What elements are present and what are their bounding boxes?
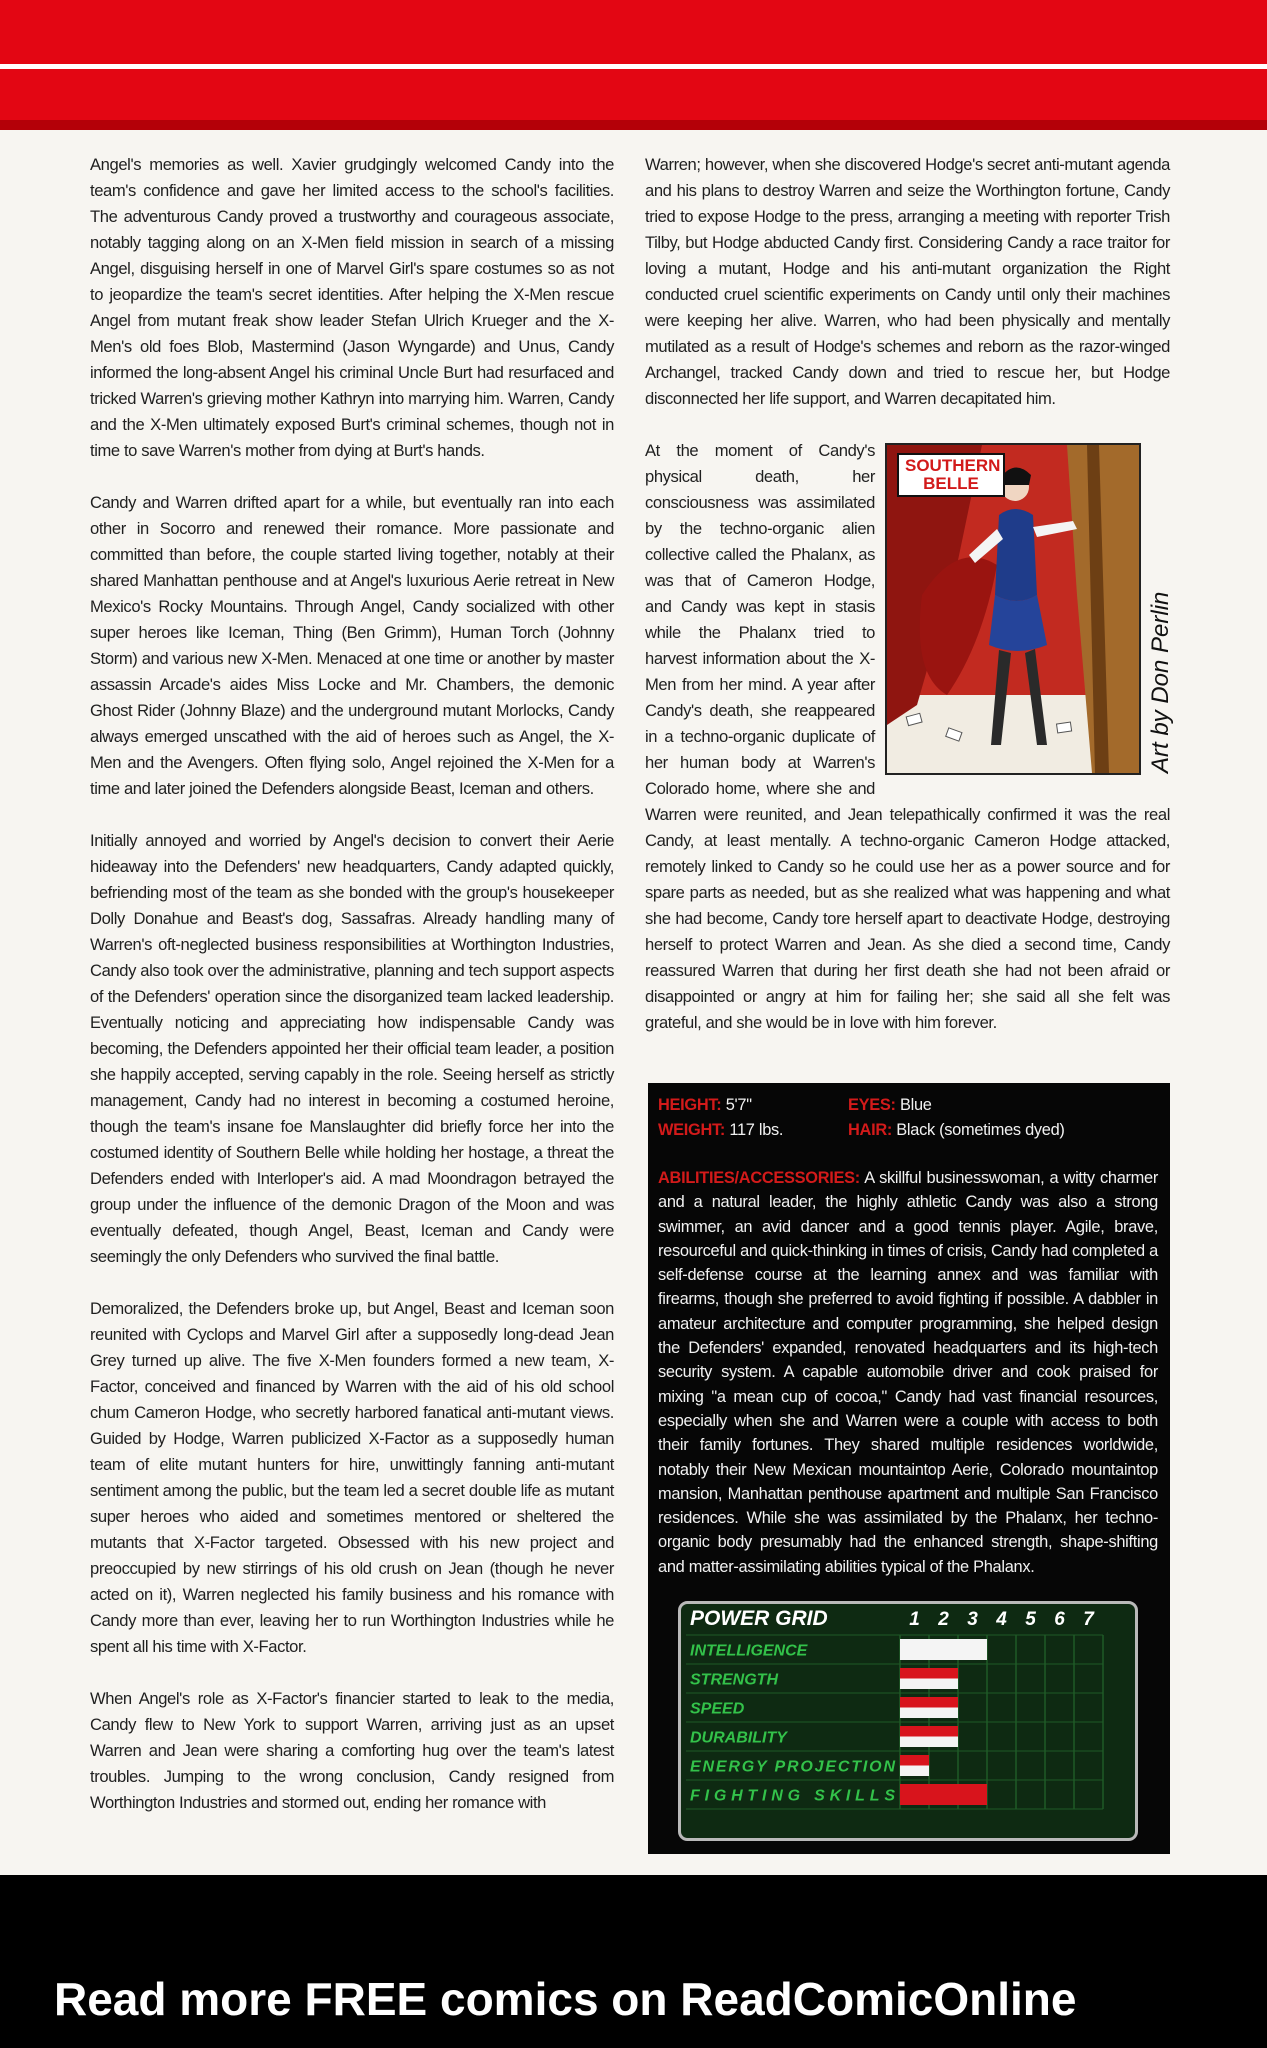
power-grid-bar-highlight xyxy=(900,1726,958,1737)
height-value: 5'7" xyxy=(725,1096,752,1114)
power-grid-tick: 7 xyxy=(1083,1609,1094,1630)
power-grid-bar xyxy=(900,1726,958,1747)
right-column xyxy=(645,152,1174,1062)
power-grid-tick: 4 xyxy=(996,1609,1007,1630)
footer-banner xyxy=(0,1875,1267,2048)
weight-value: 117 lbs. xyxy=(729,1121,784,1139)
power-grid-bar xyxy=(900,1697,958,1718)
stats-box xyxy=(648,1083,1170,1854)
left-column xyxy=(90,152,614,1842)
power-grid-svg xyxy=(678,1601,1138,1841)
right-paragraph-1: Warren; however, when she discovered Hodge's secret anti-mutant agenda and his plans to destroy Warren and seize the Worthington fortune, Candy tried to expose Hodge to the press, arranging a meeting with reporter Trish Tilby, but Hodge abducted Candy first. Considering Candy a race traitor for loving a mutant, Hodge and his anti-mutant organization the Right conducted cruel scientific experiments on Candy until only their machines were keeping her alive. Warren, who had been physically and mentally mutilated as a result of Hodge's schemes and reborn as the razor-winged Archangel, tracked Candy down and tried to rescue her, but Hodge disconnected her life support, and Warren decapitated him. xyxy=(645,155,1170,408)
eyes-stat xyxy=(848,1093,932,1117)
header-bottom-edge xyxy=(0,120,1267,130)
height-label: HEIGHT: xyxy=(658,1096,722,1114)
header-stripe xyxy=(0,64,1267,69)
power-grid-bar-highlight xyxy=(900,1755,929,1766)
artwork-caption xyxy=(897,453,1005,497)
power-grid-label: SPEED xyxy=(690,1700,745,1718)
hair-value: Black (sometimes dyed) xyxy=(896,1121,1065,1139)
weight-label: WEIGHT: xyxy=(658,1121,726,1139)
power-grid-label: STRENGTH xyxy=(690,1671,778,1689)
power-grid-bar-fill xyxy=(900,1784,987,1805)
power-grid-bar xyxy=(900,1755,929,1776)
power-grid-label: INTELLIGENCE xyxy=(690,1642,808,1660)
left-paragraph-5: When Angel's role as X-Factor's financier started to leak to the media, Candy flew to New York to support Warren, arriving just as an upset Warren and Jean were sharing a comforting hug over the team's latest troubles. Jumping to the wrong conclusion, Candy resigned from Worthington Industries and stormed out, ending her romance with xyxy=(90,1689,614,1812)
southern-belle-artwork xyxy=(885,438,1174,773)
power-grid-tick: 2 xyxy=(938,1609,949,1630)
hair-label: HAIR: xyxy=(848,1121,893,1139)
power-grid-bar xyxy=(900,1784,987,1805)
eyes-label: EYES: xyxy=(848,1096,896,1114)
left-paragraph-3: Initially annoyed and worried by Angel's decision to convert their Aerie hideaway into the Defenders' new headquarters, Candy adapted quickly, befriending most of the team as she bonded with the group's housekeeper Dolly Donahue and Beast's dog, Sassafras. Already handling many of Warren's oft-neglected business responsibilities at Worthington Industries, Candy also took over the administrative, planning and tech support aspects of the Defenders' operation since the disorganized team lacked leadership. Eventually noticing and appreciating how indispensable Candy was becoming, the Defenders appointed her their official team leader, a position she happily accepted, serving capably in the role. Seeing herself as strictly management, Candy had no interest in becoming a costumed heroine, though the team's insane foe Manslaughter did briefly force her into the costumed identity of Southern Belle while holding her hostage, a threat the Defenders ended with Interloper's aid. A mad Moondragon betrayed the group under the influence of the demonic Dragon of the Moon and was eventually defeated, though Angel, Beast, Iceman and Candy were seemingly the only Defenders who survived the final battle. xyxy=(90,831,614,1266)
left-paragraph-2: Candy and Warren drifted apart for a while, but eventually ran into each other in Socorro and renewed their romance. More passionate and committed than before, the couple started living together, notably at their shared Manhattan penthouse and at Angel's luxurious Aerie retreat in New Mexico's Rocky Mountains. Through Angel, Candy socialized with other super heroes like Iceman, Thing (Ben Grimm), Human Torch (Johnny Storm) and various new X-Men. Menaced at one time or another by master assassin Arcade's aides Miss Locke and Mr. Chambers, the demonic Ghost Rider (Johnny Blaze) and the underground mutant Morlocks, Candy always emerged unscathed with the aid of heroes such as Angel, the X-Men and the Avengers. Often flying solo, Angel rejoined the X-Men for a time and later joined the Defenders alongside Beast, Iceman and others. xyxy=(90,493,614,798)
power-grid-tick: 1 xyxy=(909,1609,920,1630)
power-grid-label: DURABILITY xyxy=(690,1729,787,1747)
power-grid-label: FIGHTING SKILLS xyxy=(690,1787,895,1805)
artwork-panel xyxy=(885,443,1141,775)
power-grid-bar xyxy=(900,1668,958,1689)
power-grid-chart xyxy=(678,1601,1138,1841)
power-grid-bar-fill xyxy=(900,1639,987,1660)
eyes-value: Blue xyxy=(899,1096,932,1114)
power-grid-title: POWER GRID xyxy=(690,1607,828,1630)
power-grid-bar-highlight xyxy=(900,1668,958,1679)
artwork-credit: Art by Don Perlin xyxy=(1147,591,1174,773)
header-band xyxy=(0,0,1267,130)
abilities-paragraph xyxy=(658,1166,1158,1579)
power-grid-bar xyxy=(900,1639,987,1660)
power-grid-tick: 3 xyxy=(967,1609,978,1630)
power-grid-tick: 5 xyxy=(1025,1609,1036,1630)
left-paragraph-4: Demoralized, the Defenders broke up, but Angel, Beast and Iceman soon reunited with Cyclops and Marvel Girl after a supposedly long-dead Jean Grey turned up alive. The five X-Men founders formed a new team, X-Factor, conceived and financed by Warren with the aid of his old school chum Cameron Hodge, who secretly harbored fanatical anti-mutant views. Guided by Hodge, Warren publicized X-Factor as a supposedly human team of elite mutant hunters for hire, unwittingly fanning anti-mutant sentiment among the public, but the team led a secret double life as mutant super heroes who aided and sometimes mentored or sheltered the mutants that X-Factor targeted. Obsessed with his new project and preoccupied by new stirrings of his old crush on Jean (though he never acted on it), Warren neglected his family business and his romance with Candy more than ever, leaving her to run Worthington Industries while he spent all his time with X-Factor. xyxy=(90,1299,614,1656)
right-paragraph-2: At the moment of Candy's physical death, her consciousness was assimilated by the techno-organic alien collective called the Phalanx, as was that of Cameron Hodge, and Candy was kept in stasis while the Phalanx tried to harvest information about the X-Men from her mind. A year after Candy's death, she reappeared in a techno-organic duplicate of her human body at Warren's Colorado home, where she and Warren were reunited, and Jean telepathically confirmed it was the real Candy, at least mentally. A techno-organic Cameron Hodge attacked, remotely linked to Candy so he could use her as a power source and for spare parts as needed, but as she realized what was happening and what she had become, Candy tore herself apart to deactivate Hodge, destroying herself to protect Warren and Jean. As she died a second time, Candy reassured Warren that during her first death she had not been afraid or disappointed or angry at him for failing her; she said all she felt was grateful, and she would be in love with him forever. xyxy=(645,441,1170,1032)
artwork-caption-line-2: BELLE xyxy=(923,474,979,493)
artwork-caption-line-1: SOUTHERN xyxy=(905,456,1001,475)
height-stat xyxy=(658,1093,752,1117)
weight-stat xyxy=(658,1118,783,1142)
power-grid-bar-highlight xyxy=(900,1697,958,1708)
left-paragraph-1: Angel's memories as well. Xavier grudgingly welcomed Candy into the team's confidence and gave her limited access to the school's facilities. The adventurous Candy proved a trustworthy and courageous associate, notably tagging along on an X-Men field mission in search of a missing Angel, disguising herself in one of Marvel Girl's spare costumes so as not to jeopardize the team's secret identities. After helping the X-Men rescue Angel from mutant freak show leader Stefan Ulrich Krueger and the X-Men's old foes Blob, Mastermind (Jason Wyngarde) and Unus, Candy informed the long-absent Angel his criminal Uncle Burt had resurfaced and tricked Warren's grieving mother Kathryn into marrying him. Warren, Candy and the X-Men ultimately exposed Burt's criminal schemes, though not in time to save Warren's mother from dying at Burt's hands. xyxy=(90,155,614,460)
power-grid-label: ENERGY PROJECTION xyxy=(690,1758,895,1776)
abilities-label: ABILITIES/ACCESSORIES: xyxy=(658,1169,860,1187)
hair-stat xyxy=(848,1118,1065,1142)
power-grid-tick: 6 xyxy=(1054,1609,1065,1630)
readcomiconline-banner-link[interactable]: Read more FREE comics on ReadComicOnline xyxy=(54,1973,1077,2025)
abilities-text: A skillful businesswoman, a witty charmer and a natural leader, the highly athletic Candy was also a strong swimmer, an avid dancer and a good tennis player. Agile, brave, resourceful and quick-thinking in times of crisis, Candy had completed a self-defense course at the learning annex and was familiar with firearms, though she preferred to avoid fighting if possible. A dabbler in amateur architecture and computer programming, she helped design the Defenders' expanded, renovated headquarters and its high-tech security system. A capable automobile driver and cook praised for mixing "a mean cup of cocoa," Candy had vast financial resources, especially when she and Warren were a couple with access to both their family fortunes. They shared multiple residences worldwide, notably their New Mexican mountaintop Aerie, Colorado mountaintop mansion, Manhattan penthouse apartment and multiple San Francisco residences. While she was assimilated by the Phalanx, her techno-organic body presumably had the enhanced strength, shape-shifting and matter-assimilating abilities typical of the Phalanx. xyxy=(658,1169,1158,1576)
